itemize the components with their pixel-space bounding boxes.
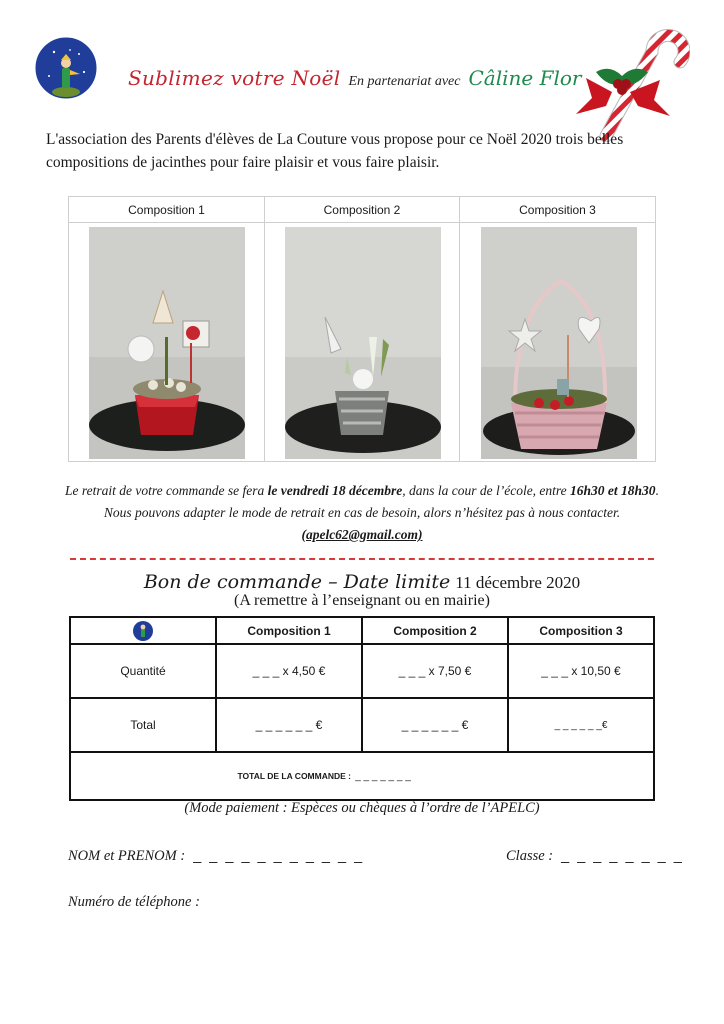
pickup-info — [60, 480, 664, 546]
col-header-composition-2: Composition 2 — [393, 623, 477, 638]
pickup-date: le vendredi 18 décembre — [267, 483, 403, 498]
total-field-composition-1[interactable]: _ _ _ _ _ _ € — [255, 718, 323, 732]
quantity-input-composition-1[interactable]: _ _ _ x 4,50 € — [252, 664, 326, 678]
composition-2-header: Composition 2 — [265, 197, 460, 223]
contact-email[interactable]: (apelc62@gmail.com) — [301, 527, 423, 542]
composition-1-header: Composition 1 — [69, 197, 265, 223]
header-partner-name: Câline Flor — [468, 66, 582, 90]
pickup-time: 16h30 et 18h30 — [570, 483, 656, 498]
order-form-deadline: 11 décembre 2020 — [455, 573, 581, 592]
order-form-subtitle: (A remettre à l’enseignant ou en mairie) — [234, 592, 490, 609]
header-partnership: En partenariat avec — [348, 74, 461, 89]
association-logo — [24, 34, 108, 102]
quantity-input-composition-2[interactable]: _ _ _ x 7,50 € — [398, 664, 472, 678]
table-logo-cell — [71, 618, 215, 643]
compositions-grid — [68, 196, 656, 462]
quantity-input-composition-3[interactable]: _ _ _ x 10,50 € — [541, 664, 621, 678]
grand-total-field[interactable]: _ _ _ _ _ _ _ — [355, 770, 411, 782]
association-logo-small-icon — [131, 620, 155, 642]
cut-line — [70, 558, 654, 560]
header-title — [128, 66, 582, 96]
class-field[interactable] — [506, 848, 684, 865]
name-blank[interactable]: _ _ _ _ _ _ _ _ _ _ _ — [193, 848, 365, 864]
total-field-composition-3[interactable]: _ _ _ _ _ _€ — [554, 719, 608, 731]
row-label-total: Total — [130, 718, 156, 732]
class-blank[interactable]: _ _ _ _ _ _ _ _ — [561, 848, 684, 864]
col-header-composition-3: Composition 3 — [539, 623, 623, 638]
order-table — [69, 616, 655, 801]
phone-label: Numéro de téléphone : — [68, 894, 200, 910]
composition-3-photo — [481, 227, 637, 459]
name-label: NOM et PRENOM : — [68, 848, 186, 864]
pickup-text-2: , dans la cour de l’école, entre — [402, 483, 571, 498]
order-form-heading: Bon de commande – Date limite — [143, 571, 451, 593]
pickup-text-3: . Nous pouvons adapter le mode de retrait en cas de besoin, alors n’hésitez pas à nous contacter. — [103, 483, 659, 520]
phone-field[interactable] — [68, 894, 200, 911]
header-main-title: Sublimez votre Noël — [128, 66, 341, 90]
pickup-text-1: Le retrait de votre commande se fera — [65, 483, 268, 498]
name-field[interactable] — [68, 848, 364, 865]
class-label: Classe : — [506, 848, 554, 864]
intro-paragraph: L'association des Parents d'élèves de La Couture vous propose pour ce Noël 2020 trois belles compositions de jacinthes pour faire plaisir et vous faire plaisir. — [46, 131, 624, 171]
grand-total-label: TOTAL DE LA COMMANDE : — [237, 771, 351, 781]
payment-mode: (Mode paiement : Espèces ou chèques à l’ordre de l’APELC) — [184, 800, 540, 816]
candy-cane-icon — [566, 18, 690, 142]
row-label-quantity: Quantité — [120, 664, 166, 678]
composition-2-photo — [285, 227, 441, 459]
composition-3-header: Composition 3 — [460, 197, 655, 223]
total-field-composition-2[interactable]: _ _ _ _ _ _ € — [401, 718, 469, 732]
composition-1-photo — [89, 227, 245, 459]
col-header-composition-1: Composition 1 — [247, 623, 331, 638]
